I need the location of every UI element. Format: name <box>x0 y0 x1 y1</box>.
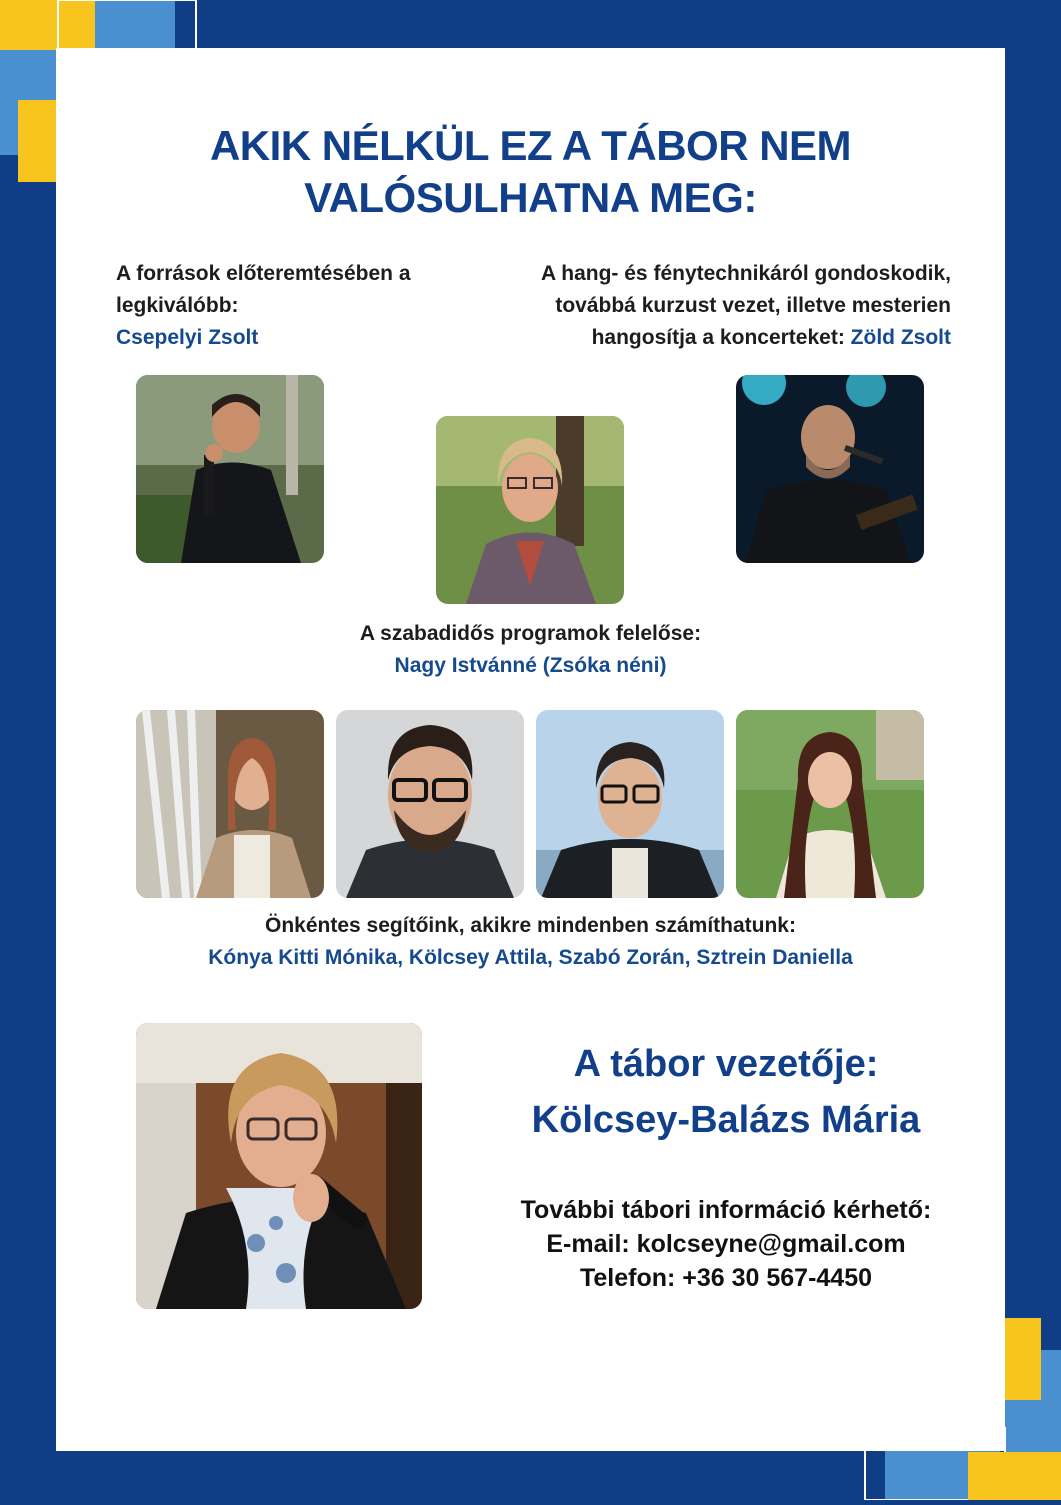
title-line-2: VALÓSULHATNA MEG: <box>304 174 757 221</box>
leader-name: Kölcsey-Balázs Mária <box>531 1099 921 1141</box>
photo-csepelyi-zsolt <box>136 375 324 563</box>
sound-credit <box>496 258 951 354</box>
fundraising-text-2: legkiválóbb: <box>116 294 239 317</box>
sound-text-2: továbbá kurzust vezet, illetve mesterien <box>555 294 951 317</box>
leader-section <box>476 1036 976 1148</box>
photo-nagy-istvanne <box>436 416 624 604</box>
sound-name: Zöld Zsolt <box>850 326 951 349</box>
photo-sztrein-daniella <box>736 710 924 898</box>
sound-text-3: hangosítja a koncerteket: <box>591 326 845 349</box>
content-page <box>56 48 1005 1451</box>
volunteers-names: Kónya Kitti Mónika, Kölcsey Attila, Szabó Zorán, Sztrein Daniella <box>208 946 853 969</box>
title-line-1: AKIK NÉLKÜL EZ A TÁBOR NEM <box>209 122 852 169</box>
contact-intro: További tábori információ kérhető: <box>520 1196 932 1224</box>
photo-szabo-zoran <box>536 710 724 898</box>
contact-email: E-mail: kolcseyne@gmail.com <box>546 1230 906 1258</box>
leisure-label: A szabadidős programok felelőse: <box>359 622 702 645</box>
volunteers-credit <box>56 910 1005 974</box>
photo-kolcsey-balazs-maria <box>136 1023 422 1309</box>
sound-text-3-row <box>496 322 951 354</box>
contact-phone: Telefon: +36 30 567-4450 <box>579 1264 873 1292</box>
sound-text-1: A hang- és fénytechnikáról gondoskodik, <box>541 262 951 285</box>
contact-info <box>476 1193 976 1295</box>
leader-heading: A tábor vezetője: <box>573 1043 879 1085</box>
fundraising-credit <box>116 258 496 354</box>
photo-kolcsey-attila <box>336 710 524 898</box>
leisure-name: Nagy Istvánné (Zsóka néni) <box>394 654 667 677</box>
fundraising-name: Csepelyi Zsolt <box>116 326 259 349</box>
photo-konya-kitti-monika <box>136 710 324 898</box>
volunteers-label: Önkéntes segítőink, akikre mindenben számíthatunk: <box>265 914 796 937</box>
photo-zold-zsolt <box>736 375 924 563</box>
leisure-credit <box>56 618 1005 682</box>
page-title <box>56 120 1005 224</box>
fundraising-text-1: A források előteremtésében a <box>116 262 411 285</box>
